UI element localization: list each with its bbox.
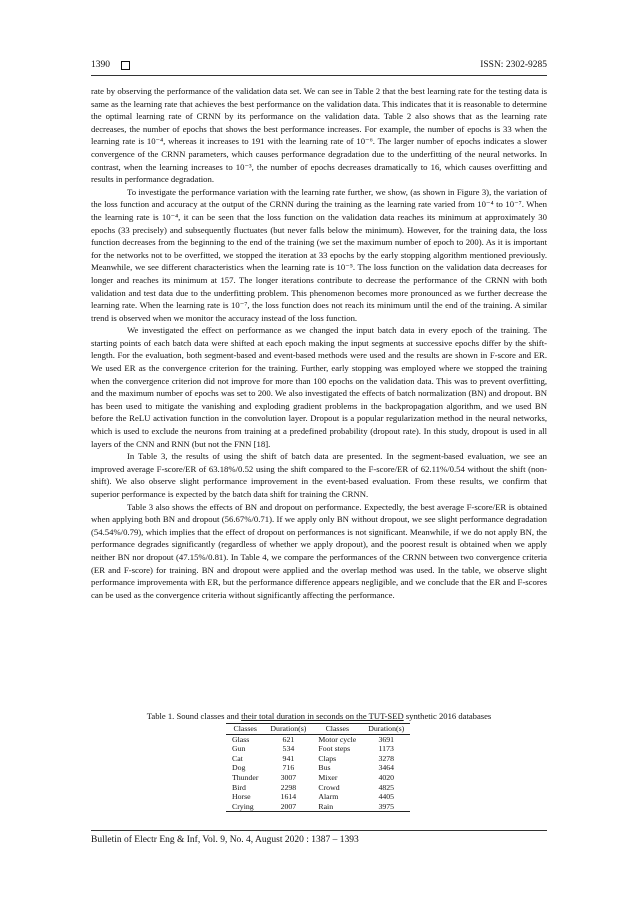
page-header [91,60,547,74]
header-classes: Classes [226,724,264,735]
class-cell: Mixer [318,772,338,782]
class-cell: Claps [318,753,337,763]
header-duration: Duration(s) [264,724,312,735]
class-cell: Alarm [318,792,339,802]
duration-cell: 4020 [378,772,395,782]
footer-divider [91,830,547,831]
class-cell: Horse [232,792,251,802]
paragraph-1: rate by observing the performance of the validation data set. We can see in Table 2 that the best learning rate for the testing data is same as the learning rate that achieves the best performance on the validation data. This indicates that it is reasonable to determine the optimal learning rate of CRNN by its performance on the validation data. Table 2 also shows that as the learning rate decreases, the number of epochs that shows the best performance increases. For example, the number of epochs is 33 when the learning rate is 10⁻⁴, whereas it increases to 191 with the learning rate of 10⁻⁶. The larger number of epochs indicates a slower convergence of the CRNN parameters, which causes performance degradation due to the underfitting of the neural networks. In contrast, when the learning increases to 10⁻³, the number of epochs decreases dramatically to 16, which causes overfitting and results in performance degradation. [91,86,547,185]
table-row [226,783,410,793]
table-row [226,792,410,802]
paragraph-5: Table 3 also shows the effects of BN and dropout on performance. Expectedly, the best average F-score/ER is obtained when applying both BN and dropout (56.67%/0.71). If we apply only BN without dropout, we see slight performance degradation (54.54%/0.79), which implies that the effect of dropout on performances is not significant. Meanwhile, if we do not apply BN, the performance degrades significantly (regardless of whether we apply dropout), and the poorest result is obtained when we apply neither BN nor dropout (47.15%/0.81). In Table 4, we compare the performances of the CRNN between two convergence criteria (ER and F-score) for training. BN and dropout were applied and the overlap method was used. In the table, we observe slight performance improvementa with ER, but the performance difference appears negligible, and we conclude that the ER and F-scores can be used as the convergence criteria without significantly affecting the performance. [91,501,547,600]
header-divider [91,75,547,76]
table-row [226,744,410,754]
class-cell: Rain [312,802,362,812]
duration-cell: 3278 [378,753,395,763]
caption-part-b: their total duration in seconds on the TUT-SED [241,711,404,721]
issn-label: ISSN: 2302-9285 [480,60,547,70]
class-cell: Dog [232,763,246,773]
square-bullet-icon [121,61,130,70]
class-cell: Cat [232,753,243,763]
paragraph-2: To investigate the performance variation with the learning rate further, we show, (as shown in Figure 3), the variation of the loss function and accuracy at the output of the CRNN during the training as the learning rate varied from 10⁻⁴ to 10⁻⁷. When the learning rate is 10⁻⁴, it can be seen that the loss function on the validation data reaches its minimum at approximately 30 epochs (33 precisely) and subsequently fluctuates (but never falls below the minimum). However, for the training data, the loss function decreases from the beginning to the end of the training (we set the maximum number of epoch to 200). As it is important for the networks not to be overfitted, we stopped the iteration at 33 epochs by the early stopping algorithm mentioned previously. Meanwhile, we see different characteristics when the learning rate is 10⁻⁵. The loss function on the validation data decreases for longer and reaches its minimum at 157. The longer iterations contribute to decrease the performance of the CRNN with both validation and test data due to the underfitting problem. This phenomenon becomes more pronounced as we further decrease the learning rate. When the learning rate is 10⁻⁷, the loss function does not reach its minimum until the end of the training. A similar trend is observed when we monitor the accuracy instead of the loss function. [91,186,547,323]
class-cell: Bird [232,782,246,792]
class-cell: Gun [232,744,246,754]
paragraph-4: In Table 3, the results of using the shift of batch data are presented. In the segment-based evaluation, we see an improved average F-score/ER of 63.18%/0.52 using the shift compared to the F-score/ER of 62.11%/0.54 without the shift (non-shift). We also observe slight performance improvement in the event-based evaluation. From these results, we confirm that superior performance is expected by the batch data shift for training the CRNN. [91,451,547,499]
duration-cell: 4405 [378,792,395,802]
table-1-caption [91,711,547,721]
journal-citation: Bulletin of Electr Eng & Inf, Vol. 9, No. 4, August 2020 : 1387 – 1393 [91,835,359,845]
duration-cell: 2007 [264,802,312,812]
page-number: 1390 [91,60,110,70]
duration-cell: 941 [282,753,295,763]
duration-cell: 3975 [362,802,410,812]
header-classes: Classes [312,724,362,735]
duration-cell: 534 [282,744,295,754]
class-cell: Crying [226,802,264,812]
duration-cell: 3691 [378,734,395,744]
header-duration: Duration(s) [362,724,410,735]
class-cell: Crowd [318,782,340,792]
class-cell: Glass [232,734,250,744]
table-row [226,802,410,812]
class-cell: Foot steps [318,744,351,754]
duration-cell: 716 [282,763,295,773]
caption-part-a: Table 1. Sound classes and [146,711,242,721]
paragraph-3: We investigated the effect on performance as we changed the input batch data in every epoch of the training. The starting points of each batch data were shifted at each epoch making the input segments at successive epochs differ by the shift-length. For the evaluation, both segment-based and event-based methods were used and the results are shown in F-score and ER. We used ER as the convergence criterion for the training. Further, early stopping was employed where we stopped the training when the convergence criterion did not improve for more than 100 epochs on the validation data. This was to prevent overfitting, and the maximum number of epochs was set to 200. We also investigated the effects of batch normalization (BN) and dropout. BN has been used to mitigate the vanishing and exploding gradient problems in the backpropagation algorithm, and we used BN before the ReLU activation function in the convolution layer. Dropout is a popular regularization method in the neural networks, which is used to exclude the neurons from training at a predefined probability (dropout rate). In this study, dropout is used in all layers of the CNN and RNN (but not the FNN [18]. [91,325,547,449]
class-cell: Motor cycle [318,734,357,744]
table-row [226,773,410,783]
duration-cell: 2298 [280,782,297,792]
class-cell: Bus [318,763,331,773]
duration-cell: 1173 [378,744,394,754]
duration-cell: 3464 [378,763,395,773]
table-row [226,734,410,744]
duration-cell: 1614 [280,792,297,802]
table-row [226,763,410,773]
class-cell: Thunder [232,772,259,782]
table-header-row [226,724,410,735]
duration-cell: 3007 [280,772,297,782]
table-row [226,754,410,764]
duration-cell: 4825 [378,782,395,792]
caption-part-c: synthetic 2016 databases [403,711,492,721]
body-text [91,85,547,601]
duration-cell: 621 [282,734,295,744]
sound-classes-table [226,723,410,812]
